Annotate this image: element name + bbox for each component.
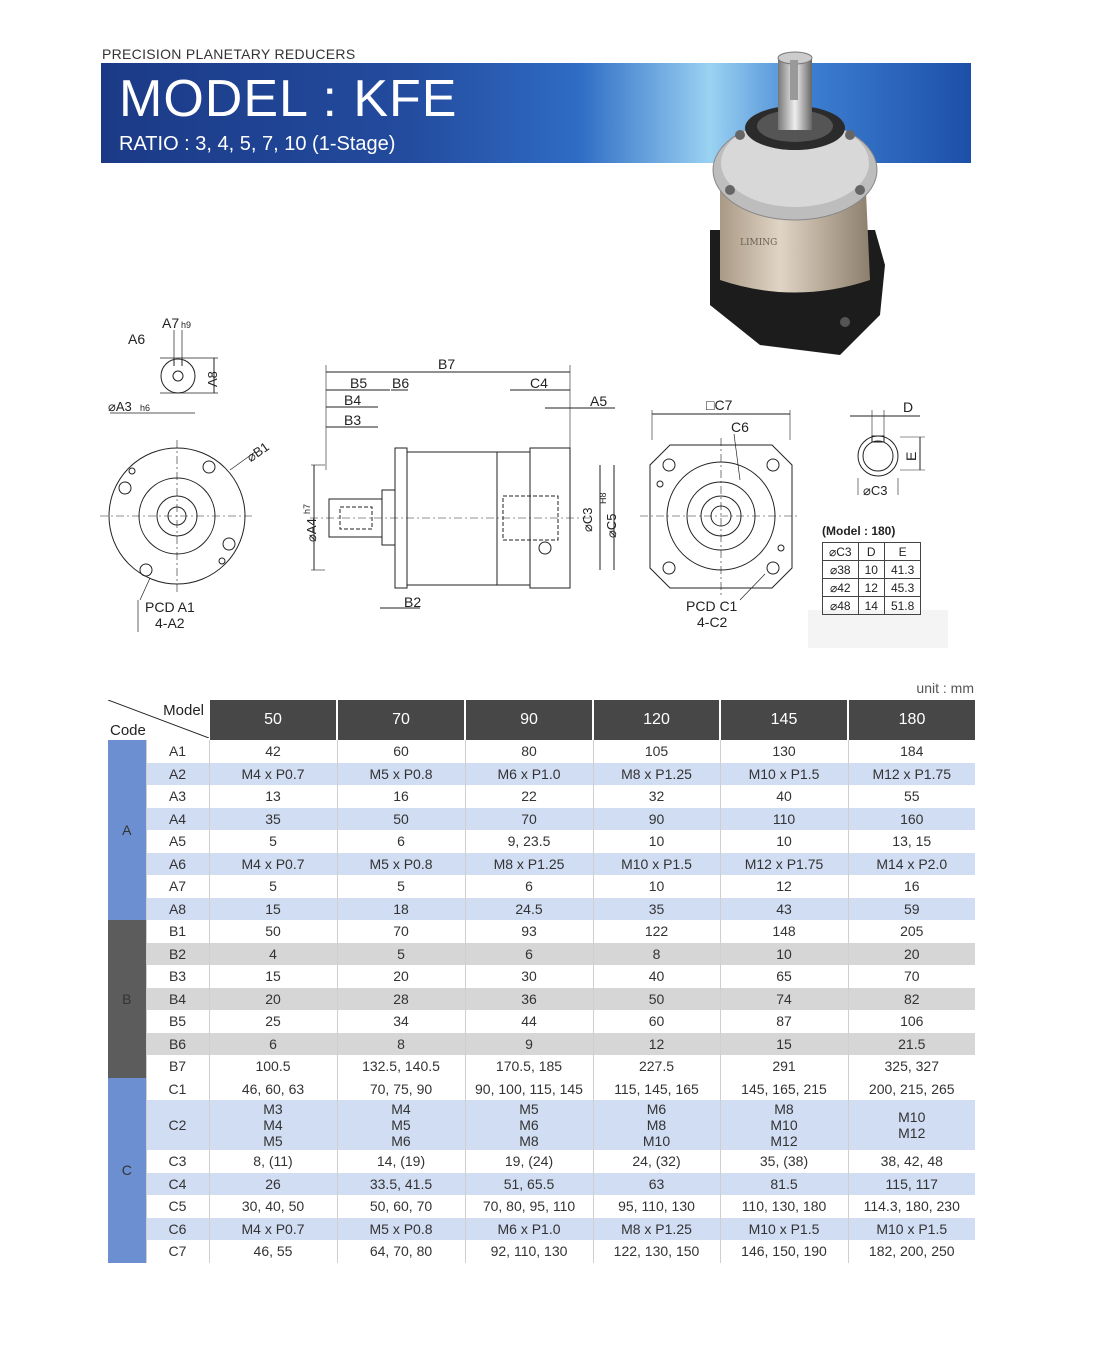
value-cell: 81.5 — [720, 1173, 848, 1196]
value-cell: 30 — [465, 965, 593, 988]
corner-model-label: Model — [163, 702, 204, 719]
e-label: E — [903, 451, 919, 461]
value-cell: 59 — [848, 898, 975, 921]
value-cell: 6 — [465, 943, 593, 966]
value-cell: 15 — [209, 965, 337, 988]
spec-cell: 12 — [858, 579, 884, 597]
code-cell: B6 — [146, 1033, 209, 1056]
code-cell: A6 — [146, 853, 209, 876]
b6-label: B6 — [392, 375, 410, 391]
table-row — [108, 763, 975, 786]
value-cell: 12 — [593, 1033, 720, 1056]
spec-cell: ⌀48 — [823, 597, 859, 615]
value-cell: 182, 200, 250 — [848, 1240, 975, 1263]
value-cell: 30, 40, 50 — [209, 1195, 337, 1218]
b5-label: B5 — [350, 375, 368, 391]
value-cell: 115, 145, 165 — [593, 1078, 720, 1101]
value-line: M6 — [391, 1133, 411, 1149]
code-cell: A2 — [146, 763, 209, 786]
a4-label: ⌀A4 — [304, 518, 319, 542]
value-cell: M14 x P2.0 — [848, 853, 975, 876]
rear-square-view — [640, 397, 800, 630]
group-label-b: B — [108, 920, 146, 1078]
c3-bore-label: ⌀C3 — [863, 483, 888, 498]
table-corner-header — [108, 700, 209, 740]
value-cell: 24.5 — [465, 898, 593, 921]
table-row — [108, 875, 975, 898]
value-cell: 20 — [209, 988, 337, 1011]
unit-label: unit : mm — [916, 680, 974, 696]
value-cell: 9 — [465, 1033, 593, 1056]
value-cell: 63 — [593, 1173, 720, 1196]
value-cell: 9, 23.5 — [465, 830, 593, 853]
value-cell: 95, 110, 130 — [593, 1195, 720, 1218]
value-cell: 35, (38) — [720, 1150, 848, 1173]
spec-table-backdrop — [808, 610, 948, 648]
spec-cell: 51.8 — [884, 597, 920, 615]
spec-header: D — [858, 543, 884, 561]
b2-label: B2 — [404, 594, 422, 610]
value-cell: 6 — [465, 875, 593, 898]
value-cell: 70, 80, 95, 110 — [465, 1195, 593, 1218]
value-cell: 38, 42, 48 — [848, 1150, 975, 1173]
value-cell: 15 — [209, 898, 337, 921]
table-row — [108, 830, 975, 853]
value-cell: 5 — [337, 875, 465, 898]
value-cell — [337, 1100, 465, 1150]
value-cell: 12 — [720, 875, 848, 898]
table-row — [108, 988, 975, 1011]
value-cell: M6 x P1.0 — [465, 1218, 593, 1241]
value-cell: 33.5, 41.5 — [337, 1173, 465, 1196]
b3-label: B3 — [344, 412, 362, 428]
value-cell: 35 — [209, 808, 337, 831]
value-cell: 34 — [337, 1010, 465, 1033]
value-cell: 13, 15 — [848, 830, 975, 853]
value-line: M6 — [646, 1101, 667, 1117]
value-cell: 5 — [209, 830, 337, 853]
group-label-c: C — [108, 1078, 146, 1263]
value-cell: 110, 130, 180 — [720, 1195, 848, 1218]
value-line: M6 — [519, 1117, 539, 1133]
spec-table-caption: (Model : 180) — [822, 524, 896, 538]
value-cell: 14, (19) — [337, 1150, 465, 1173]
value-cell: 100.5 — [209, 1055, 337, 1078]
value-cell: 64, 70, 80 — [337, 1240, 465, 1263]
value-cell: 227.5 — [593, 1055, 720, 1078]
value-line: M4 — [263, 1117, 283, 1133]
value-cell: 5 — [337, 943, 465, 966]
table-row — [108, 1055, 975, 1078]
value-cell: M12 x P1.75 — [720, 853, 848, 876]
value-cell: 205 — [848, 920, 975, 943]
value-cell: 87 — [720, 1010, 848, 1033]
4-a2-label: 4-A2 — [155, 615, 185, 631]
code-cell: B1 — [146, 920, 209, 943]
spec-cell: 41.3 — [884, 561, 920, 579]
code-cell: A8 — [146, 898, 209, 921]
spec-cell: 45.3 — [884, 579, 920, 597]
value-cell: 200, 215, 265 — [848, 1078, 975, 1101]
a6-label: A6 — [128, 331, 146, 347]
value-cell: 148 — [720, 920, 848, 943]
b7-label: B7 — [438, 356, 456, 372]
value-cell: M8 x P1.25 — [593, 1218, 720, 1241]
value-cell: 115, 117 — [848, 1173, 975, 1196]
value-cell: 325, 327 — [848, 1055, 975, 1078]
value-cell: 105 — [593, 740, 720, 763]
model-header: 50 — [209, 700, 337, 740]
value-cell: M4 x P0.7 — [209, 1218, 337, 1241]
dimension-drawings — [0, 300, 1100, 640]
value-cell: 4 — [209, 943, 337, 966]
keyed-bore-detail — [850, 399, 925, 498]
value-cell: 40 — [593, 965, 720, 988]
code-cell: C3 — [146, 1150, 209, 1173]
value-cell: 122 — [593, 920, 720, 943]
value-line: M8 — [646, 1117, 667, 1133]
catalog-subtitle: PRECISION PLANETARY REDUCERS — [102, 46, 356, 62]
table-row — [108, 785, 975, 808]
value-cell: 10 — [720, 830, 848, 853]
value-line: M5 — [263, 1133, 283, 1149]
code-cell: C6 — [146, 1218, 209, 1241]
value-cell — [848, 1100, 975, 1150]
value-cell: M4 x P0.7 — [209, 853, 337, 876]
value-cell: 15 — [720, 1033, 848, 1056]
value-cell: 6 — [337, 830, 465, 853]
value-cell: 160 — [848, 808, 975, 831]
c7-label: □C7 — [706, 397, 733, 413]
value-cell: 24, (32) — [593, 1150, 720, 1173]
value-cell: 70 — [848, 965, 975, 988]
c4-label: C4 — [530, 375, 548, 391]
table-row — [108, 920, 975, 943]
value-cell: 35 — [593, 898, 720, 921]
code-cell: C5 — [146, 1195, 209, 1218]
a8-label: A8 — [205, 371, 220, 387]
code-cell: A7 — [146, 875, 209, 898]
value-cell: 114.3, 180, 230 — [848, 1195, 975, 1218]
table-row — [108, 965, 975, 988]
value-cell: 10 — [593, 875, 720, 898]
code-cell: C2 — [146, 1100, 209, 1150]
value-cell: 20 — [848, 943, 975, 966]
c3-label: ⌀C3 — [580, 507, 595, 532]
ratio-line: RATIO : 3, 4, 5, 7, 10 (1-Stage) — [119, 133, 396, 155]
value-cell: 8 — [593, 943, 720, 966]
h6-label: h6 — [140, 403, 151, 413]
b4-label: B4 — [344, 392, 362, 408]
model-header: 180 — [848, 700, 975, 740]
value-line: M8 — [774, 1101, 794, 1117]
side-view — [302, 356, 619, 610]
value-cell: 5 — [209, 875, 337, 898]
value-cell: 21.5 — [848, 1033, 975, 1056]
value-cell: M5 x P0.8 — [337, 763, 465, 786]
value-cell: 10 — [593, 830, 720, 853]
value-cell: 16 — [337, 785, 465, 808]
value-cell: 146, 150, 190 — [720, 1240, 848, 1263]
table-row — [108, 1240, 975, 1263]
value-line: M4 — [391, 1101, 411, 1117]
model-header: 90 — [465, 700, 593, 740]
pcd-c1-label: PCD C1 — [686, 598, 738, 614]
value-cell: 70 — [465, 808, 593, 831]
value-cell: 43 — [720, 898, 848, 921]
value-cell: M5 x P0.8 — [337, 1218, 465, 1241]
value-cell: 170.5, 185 — [465, 1055, 593, 1078]
value-cell: 50 — [593, 988, 720, 1011]
value-cell: 60 — [593, 1010, 720, 1033]
value-cell: 130 — [720, 740, 848, 763]
h7-label: h7 — [302, 503, 312, 514]
value-cell: 13 — [209, 785, 337, 808]
value-line: M12 — [898, 1125, 926, 1141]
table-row — [108, 1100, 975, 1150]
d-label: D — [903, 399, 914, 415]
value-cell — [720, 1100, 848, 1150]
a5-label: A5 — [590, 393, 608, 409]
code-cell: A5 — [146, 830, 209, 853]
value-line: M3 — [263, 1101, 283, 1117]
value-cell: M8 x P1.25 — [593, 763, 720, 786]
a3-label: ⌀A3 — [108, 399, 132, 414]
value-line: M10 — [898, 1109, 926, 1125]
value-line: M10 — [642, 1133, 671, 1149]
value-cell: M6 x P1.0 — [465, 763, 593, 786]
value-cell: 132.5, 140.5 — [337, 1055, 465, 1078]
value-cell: 106 — [848, 1010, 975, 1033]
value-cell: 80 — [465, 740, 593, 763]
spec-header: ⌀C3 — [823, 543, 859, 561]
spec-cell: 14 — [858, 597, 884, 615]
corner-code-label: Code — [110, 722, 146, 739]
value-cell: 46, 60, 63 — [209, 1078, 337, 1101]
table-row — [108, 1150, 975, 1173]
value-cell: 51, 65.5 — [465, 1173, 593, 1196]
table-row — [108, 1173, 975, 1196]
value-cell: 44 — [465, 1010, 593, 1033]
table-row — [108, 943, 975, 966]
table-row — [108, 1218, 975, 1241]
value-cell — [593, 1100, 720, 1150]
dimension-table — [108, 700, 975, 1263]
table-row — [108, 740, 975, 763]
value-cell: 6 — [209, 1033, 337, 1056]
value-cell: 74 — [720, 988, 848, 1011]
svg-text:LIMING: LIMING — [740, 238, 778, 248]
value-cell: 25 — [209, 1010, 337, 1033]
table-row — [108, 808, 975, 831]
value-cell: 55 — [848, 785, 975, 808]
value-cell — [209, 1100, 337, 1150]
model-title: MODEL : KFE — [119, 70, 458, 128]
value-cell: 70 — [337, 920, 465, 943]
code-cell: B4 — [146, 988, 209, 1011]
value-cell: 8 — [337, 1033, 465, 1056]
code-cell: B5 — [146, 1010, 209, 1033]
value-line: M5 — [519, 1101, 539, 1117]
table-row — [108, 1010, 975, 1033]
spec-cell: ⌀38 — [823, 561, 859, 579]
c6-label: C6 — [731, 419, 749, 435]
value-cell: M5 x P0.8 — [337, 853, 465, 876]
value-cell: 92, 110, 130 — [465, 1240, 593, 1263]
value-cell: 32 — [593, 785, 720, 808]
value-cell: 16 — [848, 875, 975, 898]
model-180-keyway-table — [822, 524, 921, 615]
value-cell: 19, (24) — [465, 1150, 593, 1173]
value-cell: 40 — [720, 785, 848, 808]
value-cell: 184 — [848, 740, 975, 763]
b1-label: ⌀B1 — [243, 438, 272, 465]
value-cell: 28 — [337, 988, 465, 1011]
table-row — [108, 1078, 975, 1101]
front-flange-view — [100, 439, 272, 632]
table-row — [108, 853, 975, 876]
value-cell: 145, 165, 215 — [720, 1078, 848, 1101]
value-cell: M8 x P1.25 — [465, 853, 593, 876]
value-cell: 20 — [337, 965, 465, 988]
value-cell: 18 — [337, 898, 465, 921]
code-cell: A3 — [146, 785, 209, 808]
spec-cell: 10 — [858, 561, 884, 579]
value-cell: 50 — [337, 808, 465, 831]
code-cell: B2 — [146, 943, 209, 966]
code-cell: C7 — [146, 1240, 209, 1263]
value-cell: 82 — [848, 988, 975, 1011]
value-cell: 90 — [593, 808, 720, 831]
table-row — [108, 1195, 975, 1218]
table-row — [108, 898, 975, 921]
value-cell: 42 — [209, 740, 337, 763]
value-cell: 70, 75, 90 — [337, 1078, 465, 1101]
value-cell: 50 — [209, 920, 337, 943]
code-cell: B3 — [146, 965, 209, 988]
value-cell: 65 — [720, 965, 848, 988]
value-cell: M10 x P1.5 — [720, 763, 848, 786]
value-cell: 26 — [209, 1173, 337, 1196]
value-line: M12 — [770, 1133, 798, 1149]
value-cell: 46, 55 — [209, 1240, 337, 1263]
code-cell: B7 — [146, 1055, 209, 1078]
value-cell: 291 — [720, 1055, 848, 1078]
shaft-end-view — [108, 315, 220, 414]
value-line: M8 — [519, 1133, 539, 1149]
value-cell: M12 x P1.75 — [848, 763, 975, 786]
value-cell: 93 — [465, 920, 593, 943]
value-cell: 90, 100, 115, 145 — [465, 1078, 593, 1101]
code-cell: C1 — [146, 1078, 209, 1101]
value-cell: 122, 130, 150 — [593, 1240, 720, 1263]
value-cell: M10 x P1.5 — [848, 1218, 975, 1241]
value-cell: 8, (11) — [209, 1150, 337, 1173]
value-cell: 36 — [465, 988, 593, 1011]
value-cell: 60 — [337, 740, 465, 763]
value-cell: 110 — [720, 808, 848, 831]
c5-label: ⌀C5 — [604, 513, 619, 538]
code-cell: A4 — [146, 808, 209, 831]
h8-label: H8 — [598, 492, 608, 504]
pcd-a1-label: PCD A1 — [145, 599, 195, 615]
group-label-a: A — [108, 740, 146, 920]
value-cell: 50, 60, 70 — [337, 1195, 465, 1218]
table-row — [108, 1033, 975, 1056]
value-line: M5 — [391, 1117, 411, 1133]
spec-cell: ⌀42 — [823, 579, 859, 597]
value-cell — [465, 1100, 593, 1150]
h9-label: h9 — [181, 320, 192, 330]
a7-label: A7 — [162, 315, 180, 331]
model-header: 120 — [593, 700, 720, 740]
4-c2-label: 4-C2 — [697, 614, 728, 630]
code-cell: C4 — [146, 1173, 209, 1196]
value-line: M10 — [770, 1117, 798, 1133]
spec-header: E — [884, 543, 920, 561]
code-cell: A1 — [146, 740, 209, 763]
model-header: 70 — [337, 700, 465, 740]
value-cell: M4 x P0.7 — [209, 763, 337, 786]
value-cell: 22 — [465, 785, 593, 808]
model-header: 145 — [720, 700, 848, 740]
value-cell: M10 x P1.5 — [593, 853, 720, 876]
value-cell: M10 x P1.5 — [720, 1218, 848, 1241]
value-cell: 10 — [720, 943, 848, 966]
